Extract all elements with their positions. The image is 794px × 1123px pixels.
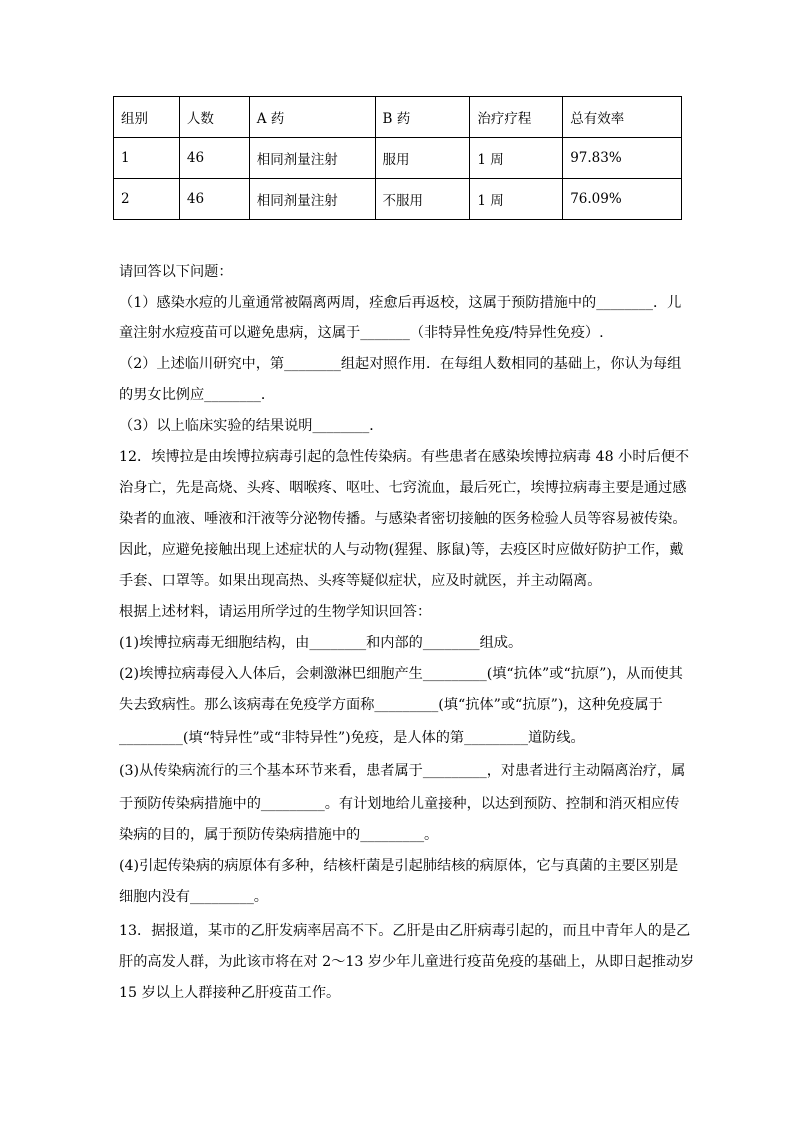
table-cell: 1 xyxy=(114,138,180,179)
q13-passage-line: 15 岁以上人群接种乙肝疫苗工作。 xyxy=(119,985,341,1001)
table-row xyxy=(114,179,682,220)
q2-line-1: （2）上述临川研究中，第________组起对照作用．在每组人数相同的基础上，你认为每组 xyxy=(119,356,682,372)
q1-line-1: （1）感染水痘的儿童通常被隔离两周，痊愈后再返校，这属于预防措施中的________．儿 xyxy=(119,295,682,311)
table-cell: 76.09% xyxy=(563,179,682,220)
table-cell: 不服用 xyxy=(375,179,470,220)
q12-instruction: 根据上述材料，请运用所学过的生物学知识回答： xyxy=(119,604,432,620)
q1-line-2: 童注射水痘疫苗可以避免患病，这属于_______（非特异性免疫/特异性免疫）. xyxy=(119,325,604,341)
q12-sub4-line: (4)引起传染病的病原体有多种，结核杆菌是引起肺结核的病原体，它与真菌的主要区别是 xyxy=(119,858,679,874)
q12-sub4-line: 细胞内没有_________。 xyxy=(119,889,268,905)
q12-sub2-line: (2)埃博拉病毒侵入人体后，会刺激淋巴细胞产生_________(填“抗体”或“抗原”)，从而使其 xyxy=(119,666,683,682)
results-table xyxy=(113,96,682,220)
q12-passage-line: 手套、口罩等。如果出现高热、头疼等疑似症状，应及时就医，并主动隔离。 xyxy=(119,573,602,589)
q12-sub1-line: (1)埃博拉病毒无细胞结构，由________和内部的________组成。 xyxy=(119,635,523,651)
q2-line-2: 的男女比例应________． xyxy=(119,387,276,403)
table-header-cell: B 药 xyxy=(375,97,470,138)
table-cell: 2 xyxy=(114,179,180,220)
q12-passage-line: 12．埃博拉是由埃博拉病毒引起的急性传染病。有些患者在感染埃博拉病毒 48 小时后便不 xyxy=(119,449,690,465)
q12-sub3-line: 染病的目的，属于预防传染病措施中的_________。 xyxy=(119,827,439,843)
q13-passage-line: 肝的高发人群，为此该市将在对 2～13 岁少年儿童进行疫苗免疫的基础上，从即日起推动岁 xyxy=(119,954,695,970)
table-cell: 46 xyxy=(179,179,249,220)
q13-passage-line: 13．据报道，某市的乙肝发病率居高不下。乙肝是由乙肝病毒引起的，而且中青年人的是乙 xyxy=(119,923,691,939)
table-cell: 1 周 xyxy=(470,179,563,220)
table-header-cell: A 药 xyxy=(249,97,375,138)
q12-sub3-line: (3)从传染病流行的三个基本环节来看，患者属于_________，对患者进行主动隔离治疗，属 xyxy=(119,763,686,779)
table-row xyxy=(114,138,682,179)
table-header-cell: 人数 xyxy=(179,97,249,138)
table-cell: 相同剂量注射 xyxy=(249,179,375,220)
table-cell: 46 xyxy=(179,138,249,179)
table-header-cell: 治疗疗程 xyxy=(470,97,563,138)
table-header-row xyxy=(114,97,682,138)
q12-passage-line: 因此，应避免接触出现上述症状的人与动物(猩猩、豚鼠)等，去疫区时应做好防护工作，戴 xyxy=(119,542,684,558)
table-cell: 1 周 xyxy=(470,138,563,179)
q12-passage-line: 治身亡，先是高烧、头疼、咽喉疼、呕吐、七窍流血，最后死亡，埃博拉病毒主要是通过感 xyxy=(119,480,687,496)
table-header-cell: 组别 xyxy=(114,97,180,138)
q12-sub2-line: _________(填“特异性”或“非特异性”)免疫，是人体的第_________道防线。 xyxy=(119,730,585,746)
questions-intro: 请回答以下问题： xyxy=(119,264,233,280)
q12-sub2-line: 失去致病性。那么该病毒在免疫学方面称_________(填“抗体”或“抗原”)，这种免疫属于 xyxy=(119,697,663,713)
q12-passage-line: 染者的血液、唾液和汗液等分泌物传播。与感染者密切接触的医务检验人员等容易被传染。 xyxy=(119,511,687,527)
table-cell: 服用 xyxy=(375,138,470,179)
q3-line: （3）以上临床实验的结果说明________． xyxy=(119,418,384,434)
table-cell: 相同剂量注射 xyxy=(249,138,375,179)
table-cell: 97.83% xyxy=(563,138,682,179)
q12-sub3-line: 于预防传染病措施中的_________。有计划地给儿童接种，以达到预防、控制和消灭相应传 xyxy=(119,796,680,812)
table-header-cell: 总有效率 xyxy=(563,97,682,138)
